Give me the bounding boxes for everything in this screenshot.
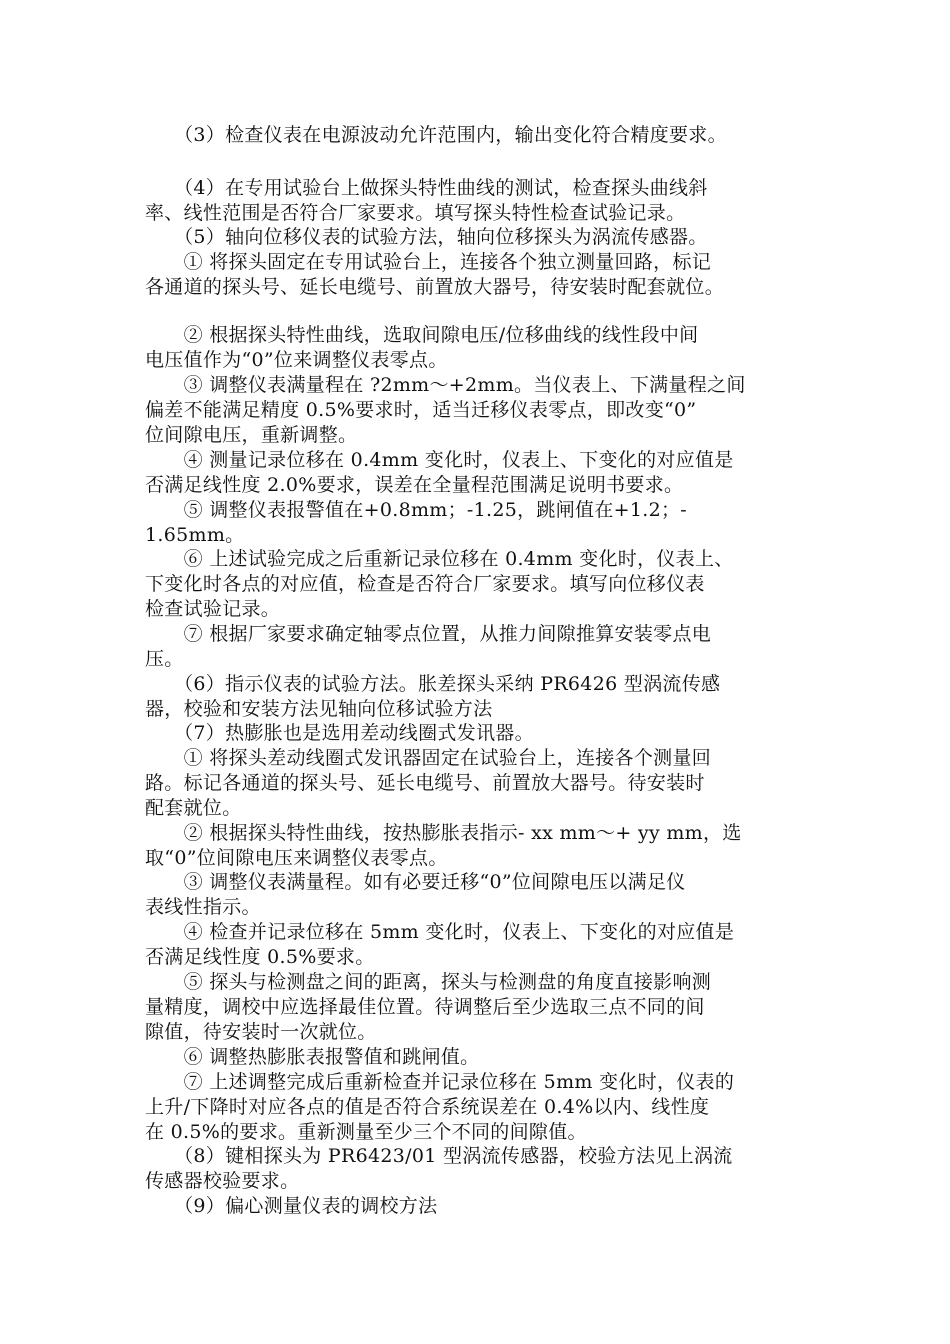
text-line: 否满足线性度 2.0%要求，误差在全量程范围满足说明书要求。 [145, 474, 684, 496]
text-line: ⑥ 调整热膨胀表报警值和跳闸值。 [145, 1046, 480, 1068]
paragraph-7-item-5 [145, 970, 817, 1045]
text-line: 路。标记各通道的探头号、延长电缆号、前置放大器号。待安装时 [145, 772, 705, 794]
paragraph-5-item-6 [145, 547, 817, 622]
paragraph-7-thermal-expansion [145, 721, 817, 746]
text-line: （4）在专用试验台上做探头特性曲线的测试，检查探头曲线斜 [145, 177, 708, 199]
paragraph-7-item-4 [145, 920, 817, 970]
paragraph-7-item-2 [145, 821, 817, 871]
text-line: 在 0.5%的要求。重新测量至少三个不同的间隙值。 [145, 1121, 587, 1143]
text-line: 取“0”位间隙电压来调整仪表零点。 [145, 847, 448, 869]
text-line: 否满足线性度 0.5%要求。 [145, 946, 375, 968]
text-line: （9）偏心测量仪表的调校方法 [145, 1195, 438, 1217]
paragraph-8-keyphasor [145, 1144, 817, 1194]
paragraph-7-item-6 [145, 1045, 817, 1070]
text-line: ④ 测量记录位移在 0.4mm 变化时，仪表上、下变化的对应值是 [145, 449, 734, 471]
paragraph-7-item-3 [145, 870, 817, 920]
text-line: 1.65mm。 [145, 524, 245, 546]
paragraph-6-indicator-test [145, 672, 817, 722]
paragraph-5-item-4 [145, 448, 817, 498]
paragraph-5-item-5 [145, 498, 817, 548]
text-line: 下变化时各点的对应值，检查是否符合厂家要求。填写向位移仪表 [145, 573, 705, 595]
text-line: ① 将探头固定在专用试验台上，连接各个独立测量回路，标记 [145, 251, 712, 273]
text-line: 偏差不能满足精度 0.5%要求时，适当迁移仪表零点，即改变“0” [145, 399, 697, 421]
paragraph-9-eccentricity [145, 1194, 817, 1219]
text-line: 各通道的探头号、延长电缆号、前置放大器号，待安装时配套就位。 [145, 276, 725, 298]
text-line: ⑥ 上述试验完成之后重新记录位移在 0.4mm 变化时，仪表上、 [145, 548, 734, 570]
paragraph-5-item-7 [145, 622, 817, 672]
text-line: 率、线性范围是否符合厂家要求。填写探头特性检查试验记录。 [145, 202, 686, 224]
text-line: 电压值作为“0”位来调整仪表零点。 [145, 349, 448, 371]
text-line: 上升/下降时对应各点的值是否符合系统误差在 0.4%以内、线性度 [145, 1096, 710, 1118]
text-line: ② 根据探头特性曲线，选取间隙电压/位移曲线的线性段中间 [145, 324, 699, 346]
text-line: ⑤ 调整仪表报警值在+0.8mm；-1.25，跳闸值在+1.2；- [145, 499, 687, 521]
paragraph-5-item-3 [145, 373, 817, 448]
text-line: ③ 调整仪表满量程在 ?2mm～+2mm。当仪表上、下满量程之间 [145, 374, 746, 396]
text-line: 检查试验记录。 [145, 598, 281, 620]
text-line: （3）检查仪表在电源波动允许范围内，输出变化符合精度要求。 [145, 124, 727, 146]
text-line: （5）轴向位移仪表的试验方法，轴向位移探头为涡流传感器。 [145, 226, 708, 248]
text-line: ② 根据探头特性曲线，按热膨胀表指示- xx mm～+ yy mm，选 [145, 822, 742, 844]
paragraph-7-item-1 [145, 746, 817, 821]
text-line: 量精度，调校中应选择最佳位置。待调整后至少选取三点不同的间 [145, 996, 705, 1018]
text-line: ③ 调整仪表满量程。如有必要迁移“0”位间隙电压以满足仪 [145, 871, 686, 893]
text-line: （8）键相探头为 PR6423/01 型涡流传感器，校验方法见上涡流 [145, 1145, 733, 1167]
text-line: 位间隙电压，重新调整。 [145, 424, 358, 446]
text-line: 表线性指示。 [145, 896, 261, 918]
text-line: 隙值，待安装时一次就位。 [145, 1021, 377, 1043]
paragraph-5-axial-displacement [145, 225, 817, 250]
text-line: ④ 检查并记录位移在 5mm 变化时，仪表上、下变化的对应值是 [145, 921, 735, 943]
text-line: ⑦ 上述调整完成后重新检查并记录位移在 5mm 变化时，仪表的 [145, 1071, 735, 1093]
text-line: ① 将探头差动线圈式发讯器固定在试验台上，连接各个测量回 [145, 747, 712, 769]
paragraph-4-probe-curve-test [145, 176, 817, 226]
paragraph-5-item-2 [145, 323, 817, 373]
text-line: 传感器校验要求。 [145, 1170, 300, 1192]
text-line: ⑤ 探头与检测盘之间的距离，探头与检测盘的角度直接影响测 [145, 971, 712, 993]
text-line: 配套就位。 [145, 797, 242, 819]
paragraph-5-item-1 [145, 250, 817, 300]
text-line: ⑦ 根据厂家要求确定轴零点位置，从推力间隙推算安装零点电 [145, 623, 712, 645]
paragraph-7-item-7 [145, 1070, 817, 1145]
text-line: 压。 [145, 648, 184, 670]
text-line: 器，校验和安装方法见轴向位移试验方法 [145, 698, 493, 720]
text-line: （7）热膨胀也是选用差动线圈式发讯器。 [145, 722, 534, 744]
text-line: （6）指示仪表的试验方法。胀差探头采纳 PR6426 型涡流传感 [145, 673, 721, 695]
paragraph-3-power-fluctuation [145, 123, 817, 148]
